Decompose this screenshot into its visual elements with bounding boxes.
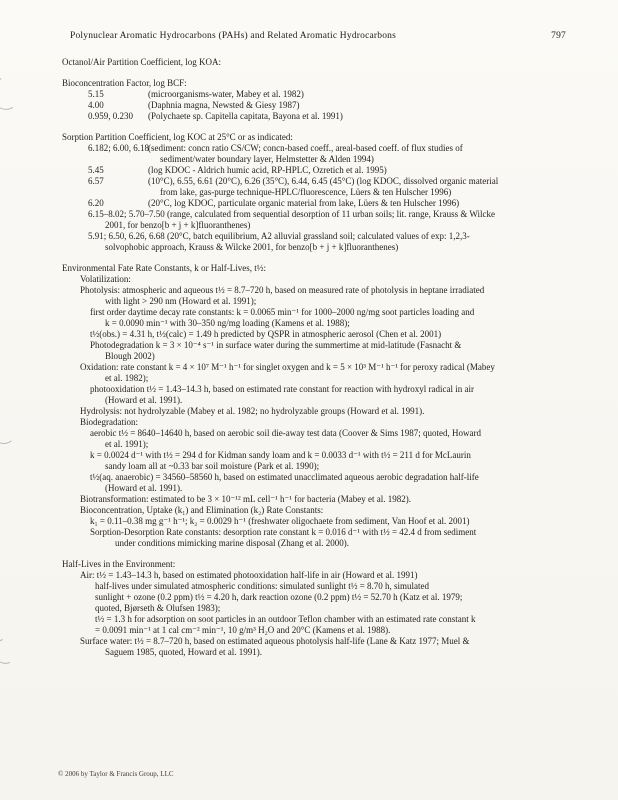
text-line: = 0.0091 min⁻¹ at 1 cal cm⁻² min⁻¹, 10 g/m³ H₂O and 20°C (Kamens et al. 1988). [95,625,391,635]
page-header [70,31,566,41]
text-line: Sorption-Desorption Rate constants: desorption rate constant k = 0.016 d⁻¹ with t½ = 42.4 d from sediment [90,527,477,537]
entry-value: 6.20 [88,198,104,208]
entry-value: 6.182; 6.00, 6.18 [88,143,150,153]
text-line: sediment/water boundary layer, Helmstetter & Alden 1994) [160,154,374,164]
text-line: Photodegradation k = 3 × 10⁻⁴ s⁻¹ in surface water during the summertime at mid-latitude (Fasnacht & [90,340,462,350]
text-line: k₁ = 0.11–0.38 mg g⁻¹ h⁻¹; k₂ = 0.0029 h⁻¹ (freshwater oligochaete from sediment, Van Hoof et al. 2001) [90,516,470,526]
data-entry-row [88,198,608,209]
text-line: 2001, for benzo[b + j + k]fluoranthenes) [105,220,251,230]
entry-value: 4.00 [88,100,104,110]
section-heading: Octanol/Air Partition Coefficient, log KOA: [62,57,222,67]
data-entry-row [88,143,608,154]
text-line: 5.91; 6.50, 6.26, 6.68 (20°C, batch equilibrium, A2 alluvial grassland soil; calculated values of exp: 1,2,3- [88,231,470,241]
section-gap [0,68,608,78]
section-gap [0,253,608,263]
section-heading: Bioconcentration Factor, log BCF: [62,78,187,88]
text-line: Saguem 1985, quoted, Howard et al. 1991). [105,647,262,657]
copyright-notice: © 2006 by Taylor & Francis Group, LLC [58,770,174,778]
text-line: Oxidation: rate constant k = 4 × 10⁷ M⁻¹ h⁻¹ for singlet oxygen and k = 5 × 10³ M⁻¹ h⁻¹ for peroxy radical (Mabey [80,362,495,372]
text-line: Blough 2002) [105,351,155,361]
text-line: first order daytime decay rate constants: k = 0.0065 min⁻¹ for 1000–2000 ng/mg soot particles loading and [90,307,475,317]
text-line: k = 0.0090 min⁻¹ with 30–350 ng/mg loading (Kamens et al. 1988); [105,318,350,328]
text-line: t½ = 1.3 h for adsorption on soot particles in an outdoor Teflon chamber with an estimated rate constant k [95,614,476,624]
text-line: Surface water: t½ = 8.7–720 h, based on estimated aqueous photolysis half-life (Lane & Katz 1977; Muel & [80,636,470,646]
entry-description: (sediment: concn ratio CS/CW; concn-based coeff., areal-based coeff. of flux studies of [148,143,463,153]
text-line: t½(aq. anaerobic) = 34560–58560 h, based on estimated unacclimated aqueous aerobic degradation half-life [90,472,479,482]
text-line: k = 0.0024 d⁻¹ with t½ = 294 d for Kidman sandy loam and k = 0.0033 d⁻¹ with t½ = 211 d for McLaurin [90,450,471,460]
entry-value: 0.959, 0.230 [88,111,133,121]
data-entry-row [88,111,608,122]
text-line: Bioconcentration, Uptake (k₁) and Elimination (k₂) Rate Constants: [80,505,324,515]
page-number: 797 [551,31,566,41]
text-line: 6.15–8.02; 5.70–7.50 (range, calculated from sequential desorption of 11 urban soils; lit. range, Krauss & Wilcke [88,209,496,219]
page-content [0,57,608,658]
text-line: aerobic t½ = 8640–14640 h, based on aerobic soil die-away test data (Coover & Sims 1987; quoted, Howard [90,428,481,438]
data-entry-row [88,176,608,187]
text-line: Biodegradation: [80,417,138,427]
text-line: from lake, gas-purge technique-HPLC/fluorescence, Lüers & ten Hulscher 1996) [160,187,452,197]
text-line: Hydrolysis: not hydrolyzable (Mabey et al. 1982; no hydrolyzable groups (Howard et al. 1991). [80,406,425,416]
text-line: Air: t½ = 1.43–14.3 h, based on estimated photooxidation half-life in air (Howard et al. 1991) [80,570,418,580]
text-line: t½(obs.) = 4.31 h, t½(calc) = 1.49 h predicted by QSPR in atmospheric aerosol (Chen et al. 2001) [90,329,442,339]
page-footer [58,770,174,778]
text-line: Photolysis: atmospheric and aqueous t½ = 8.7–720 h, based on measured rate of photolysis in heptane irradiated [80,285,485,295]
section-gap [0,549,608,559]
text-line: solvophobic approach, Krauss & Wilcke 2001, for benzo[b + j + k]fluoranthenes) [105,242,399,252]
entry-value: 6.57 [88,176,104,186]
text-line: Volatilization: [80,274,131,284]
text-line: quoted, Bjørseth & Olufsen 1983); [95,603,221,613]
entry-value: 5.15 [88,89,104,99]
text-line: with light > 290 nm (Howard et al. 1991); [105,296,257,306]
text-line: (Howard et al. 1991). [105,483,183,493]
section-gap [0,122,608,132]
text-line: Biotransformation: estimated to be 3 × 10⁻¹² mL cell⁻¹ h⁻¹ for bacteria (Mabey et al. 1982). [80,494,411,504]
text-line: half-lives under simulated atmospheric conditions: simulated sunlight t½ = 8.70 h, simulated [95,581,430,591]
entry-value: 5.45 [88,165,104,175]
entry-description: (Polychaete sp. Capitella capitata, Bayona et al. 1991) [148,111,343,121]
entry-description: (Daphnia magna, Newsted & Giesy 1987) [148,100,300,110]
section-heading: Sorption Partition Coefficient, log KOC at 25°C or as indicated: [62,132,293,142]
entry-description: (log KDOC - Aldrich humic acid, RP-HPLC, Ozretich et al. 1995) [148,165,387,175]
text-line: under conditions mimicking marine disposal (Zhang et al. 2000). [115,538,349,548]
data-entry-row [88,165,608,176]
entry-description: (microorganisms-water, Mabey et al. 1982) [148,89,304,99]
text-line: sandy loam all at ~0.33 bar soil moisture (Park et al. 1990); [105,461,320,471]
text-line: et al. 1982); [105,373,149,383]
section-heading: Environmental Fate Rate Constants, k or Half-Lives, t½: [62,263,266,273]
entry-description: (20°C, log KDOC, particulate organic material from lake, Lüers & ten Hulscher 1996) [148,198,460,208]
text-line: sunlight + ozone (0.2 ppm) t½ = 4.20 h, dark reaction ozone (0.2 ppm) t½ = 52.70 h (Katz et al. 1979; [95,592,463,602]
entry-description: (10°C), 6.55, 6.61 (20°C), 6.26 (35°C), 6.44, 6.45 (45°C) (log KDOC, dissolved organic material [148,176,499,186]
section-heading: Half-Lives in the Environment: [62,559,176,569]
text-line: et al. 1991); [105,439,149,449]
data-entry-row [88,100,608,111]
text-line: photooxidation t½ = 1.43–14.3 h, based on estimated rate constant for reaction with hydroxyl radical in air [90,384,474,394]
data-entry-row [88,89,608,100]
running-title: Polynuclear Aromatic Hydrocarbons (PAHs) and Related Aromatic Hydrocarbons [70,31,397,41]
text-line: (Howard et al. 1991). [105,395,183,405]
